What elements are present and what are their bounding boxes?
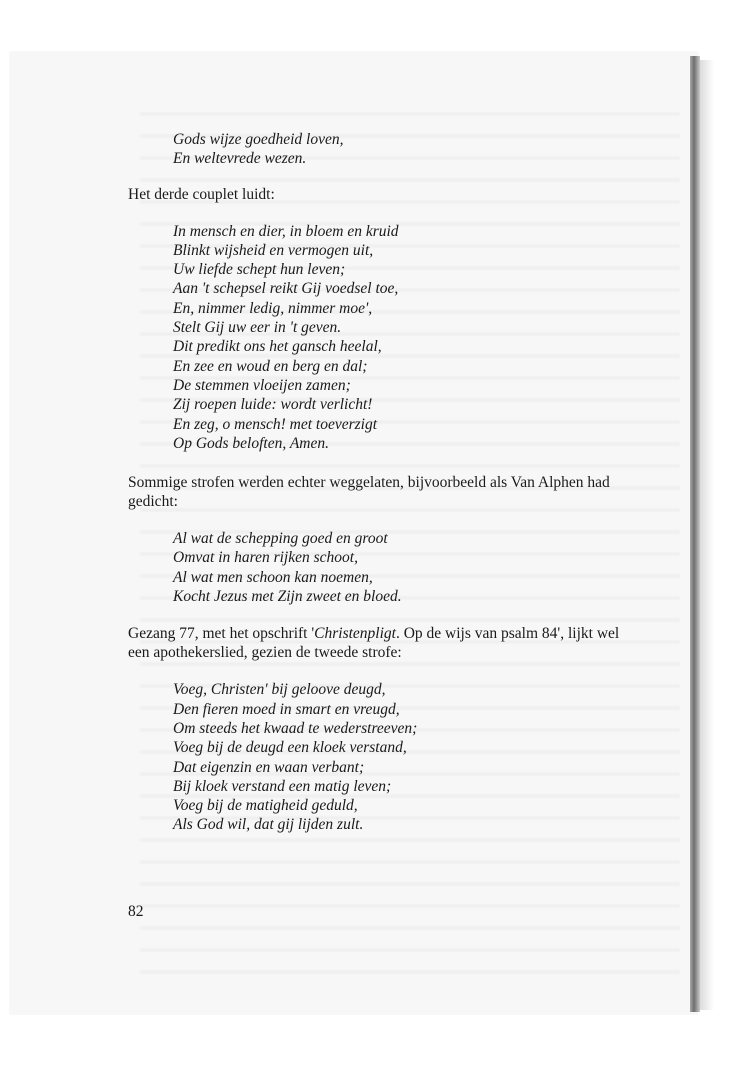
verse-gezang [173,680,648,834]
verse-line: Bij kloek verstand een matig leven; [173,777,392,795]
verse-line: Voeg bij de deugd een kloek verstand, [173,739,407,757]
verse-line: En weltevrede wezen. [173,150,307,168]
verse-omitted [173,529,648,606]
gezang-title: Christenpligt [314,625,396,643]
verse-line: Al wat de schepping goed en groot [173,530,388,548]
page-edge-shadow [700,60,714,1010]
page-number: 82 [128,903,144,920]
verse-line: Op Gods beloften, Amen. [173,434,329,452]
verse-line: Kocht Jezus met Zijn zweet en bloed. [173,588,402,606]
verse-line: De stemmen vloeijen zamen; [173,376,351,394]
verse-line: Al wat men schoon kan noemen, [173,568,373,586]
paragraph-omitted-strophes: Sommige strofen werden echter weggelaten, bijvoorbeeld als Van Alphen had gedicht: [128,474,610,511]
verse-line: Stelt Gij uw eer in 't geven. [173,319,342,337]
verse-line: Zij roepen luide: wordt verlicht! [173,396,373,414]
verse-line: Blinkt wijsheid en vermogen uit, [173,241,374,259]
verse-line: En zee en woud en berg en dal; [173,357,368,375]
verse-line: Aan 't schepsel reikt Gij voedsel toe, [173,280,399,298]
verse-line: Voeg bij de matigheid geduld, [173,797,358,815]
page-spine-edge [690,56,700,1012]
verse-line: Omvat in haren rijken schoot, [173,549,358,567]
verse-line: Om steeds het kwaad te wederstreeven; [173,719,418,737]
verse-line: In mensch en dier, in bloem en kruid [173,222,399,240]
verse-intro [173,130,648,169]
verse-line: Dit predikt ons het gansch heelal, [173,338,382,356]
verse-line: Voeg, Christen' bij geloove deugd, [173,681,386,699]
verse-line: En, nimmer ledig, nimmer moe', [173,299,373,317]
verse-line: Uw liefde schept hun leven; [173,261,346,279]
paragraph-gezang-77: Gezang 77, met het opschrift 'Christenpligt. Op de wijs van psalm 84', lijkt wel een apothekerslied, gezien de tweede strofe: [128,625,620,662]
verse-line: Als God wil, dat gij lijden zult. [173,816,364,834]
paragraph-third-couplet: Het derde couplet luidt: [128,185,275,203]
verse-line: Dat eigenzin en waan verbant; [173,758,365,776]
page-content [128,130,648,835]
verse-line: Gods wijze goedheid loven, [173,131,344,148]
verse-line: Den fieren moed in smart en vreugd, [173,700,400,718]
verse-third-couplet [173,222,648,454]
verse-line: En zeg, o mensch! met toeverzigt [173,415,378,433]
